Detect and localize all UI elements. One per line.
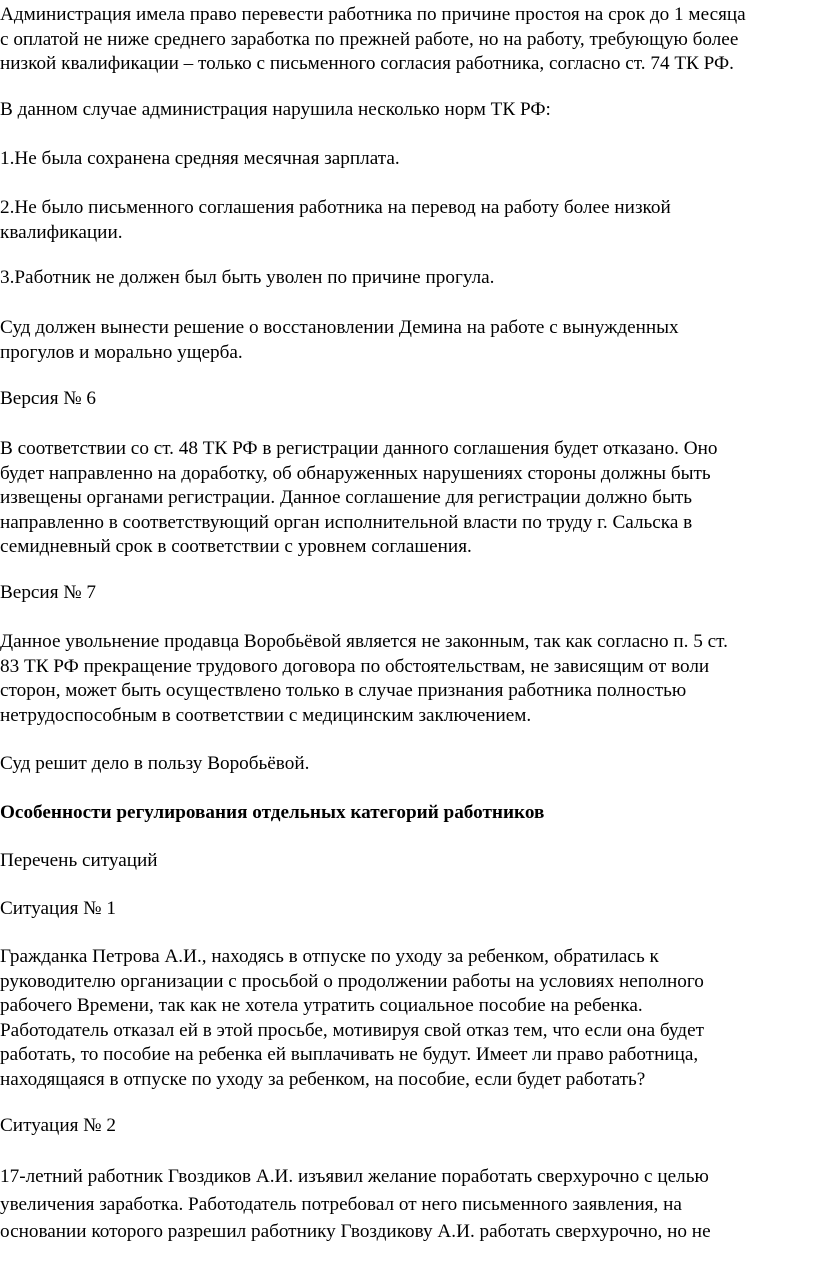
paragraph-court-verdict (0, 752, 812, 777)
text-line: 3.Работник не должен был быть уволен по причине прогула. (0, 267, 495, 288)
text-line: квалификации. (0, 221, 123, 243)
text-line: Администрация имела право перевести работника по причине простоя на срок до 1 месяца (0, 4, 746, 25)
text-line: прогулов и морально ущерба. (0, 341, 243, 363)
text-line: извещены органами регистрации. Данное соглашение для регистрации должно быть (0, 487, 692, 508)
text-line: сторон, может быть осуществлено только в случае признания работника полностью (0, 680, 687, 701)
paragraph-court-decision (0, 316, 812, 365)
text-line: будет направленно на доработку, об обнаруженных нарушениях стороны должны быть (0, 462, 711, 484)
text-line: Ситуация № 1 (0, 898, 116, 919)
text-line: низкой квалификации – только с письменного согласия работника, согласно ст. 74 ТК РФ. (0, 53, 734, 74)
text-line: основании которого разрешил работнику Гвоздикову А.И. работать сверхурочно, но не (0, 1221, 711, 1242)
paragraph-violations-intro (0, 98, 812, 123)
situation-1-heading (0, 897, 812, 922)
text-line: находящаяся в отпуске по уходу за ребенком, на пособие, если будет работать? (0, 1068, 646, 1090)
paragraph-situation-2 (0, 1163, 812, 1246)
paragraph-situation-1 (0, 945, 812, 1092)
text-line: семидневный срок в соответствии с уровнем соглашения. (0, 536, 472, 557)
text-line: Ситуация № 2 (0, 1115, 116, 1136)
text-line: В данном случае администрация нарушила несколько норм ТК РФ: (0, 99, 551, 120)
text-line: Версия № 7 (0, 582, 97, 603)
paragraph-version-7 (0, 630, 812, 728)
section-heading (0, 801, 812, 826)
situations-list-heading (0, 849, 812, 874)
text-line: 17-летний работник Гвоздиков А.И. изъявил желание поработать сверхурочно с целью (0, 1166, 709, 1187)
text-line: увеличения заработка. Работодатель потребовал от него письменного заявления, на (0, 1193, 682, 1215)
text-line: Гражданка Петрова А.И., находясь в отпуске по уходу за ребенком, обратилась к (0, 946, 659, 967)
list-item-violation-2 (0, 196, 812, 245)
text-line: Суд решит дело в пользу Воробьёвой. (0, 753, 310, 774)
text-line: 83 ТК РФ прекращение трудового договора по обстоятельствам, не зависящим от воли (0, 655, 710, 677)
text-line: В соответствии со ст. 48 ТК РФ в регистрации данного соглашения будет отказано. Оно (0, 438, 718, 459)
text-line: Версия № 6 (0, 388, 97, 409)
version-6-heading (0, 387, 812, 412)
text-line: с оплатой не ниже среднего заработка по прежней работе, но на работу, требующую более (0, 28, 739, 50)
situation-2-heading (0, 1114, 812, 1139)
text-line: Работодатель отказал ей в этой просьбе, мотивируя свой отказ тем, что если она будет (0, 1019, 704, 1041)
text-line: рабочего Времени, так как не хотела утратить социальное пособие на ребенка. (0, 995, 643, 1016)
text-line: работать, то пособие на ребенка ей выплачивать не будут. Имеет ли право работница, (0, 1044, 699, 1065)
text-line: направленно в соответствующий орган исполнительной власти по труду г. Сальска в (0, 511, 693, 533)
text-line: Суд должен вынести решение о восстановлении Демина на работе с вынужденных (0, 317, 679, 338)
list-item-violation-3 (0, 266, 812, 291)
paragraph-transfer-rule (0, 3, 812, 77)
paragraph-version-6 (0, 437, 812, 560)
list-item-violation-1 (0, 147, 812, 172)
text-line: нетрудоспособным в соответствии с медицинским заключением. (0, 704, 532, 726)
text-line: Данное увольнение продавца Воробьёвой является не законным, так как согласно п. 5 ст. (0, 631, 728, 652)
text-line: 1.Не была сохранена средняя месячная зарплата. (0, 148, 400, 169)
text-line: 2.Не было письменного соглашения работника на перевод на работу более низкой (0, 197, 671, 218)
text-line: руководителю организации с просьбой о продолжении работы на условиях неполного (0, 970, 704, 992)
version-7-heading (0, 581, 812, 606)
text-line: Особенности регулирования отдельных категорий работников (0, 802, 545, 823)
text-line: Перечень ситуаций (0, 850, 158, 871)
